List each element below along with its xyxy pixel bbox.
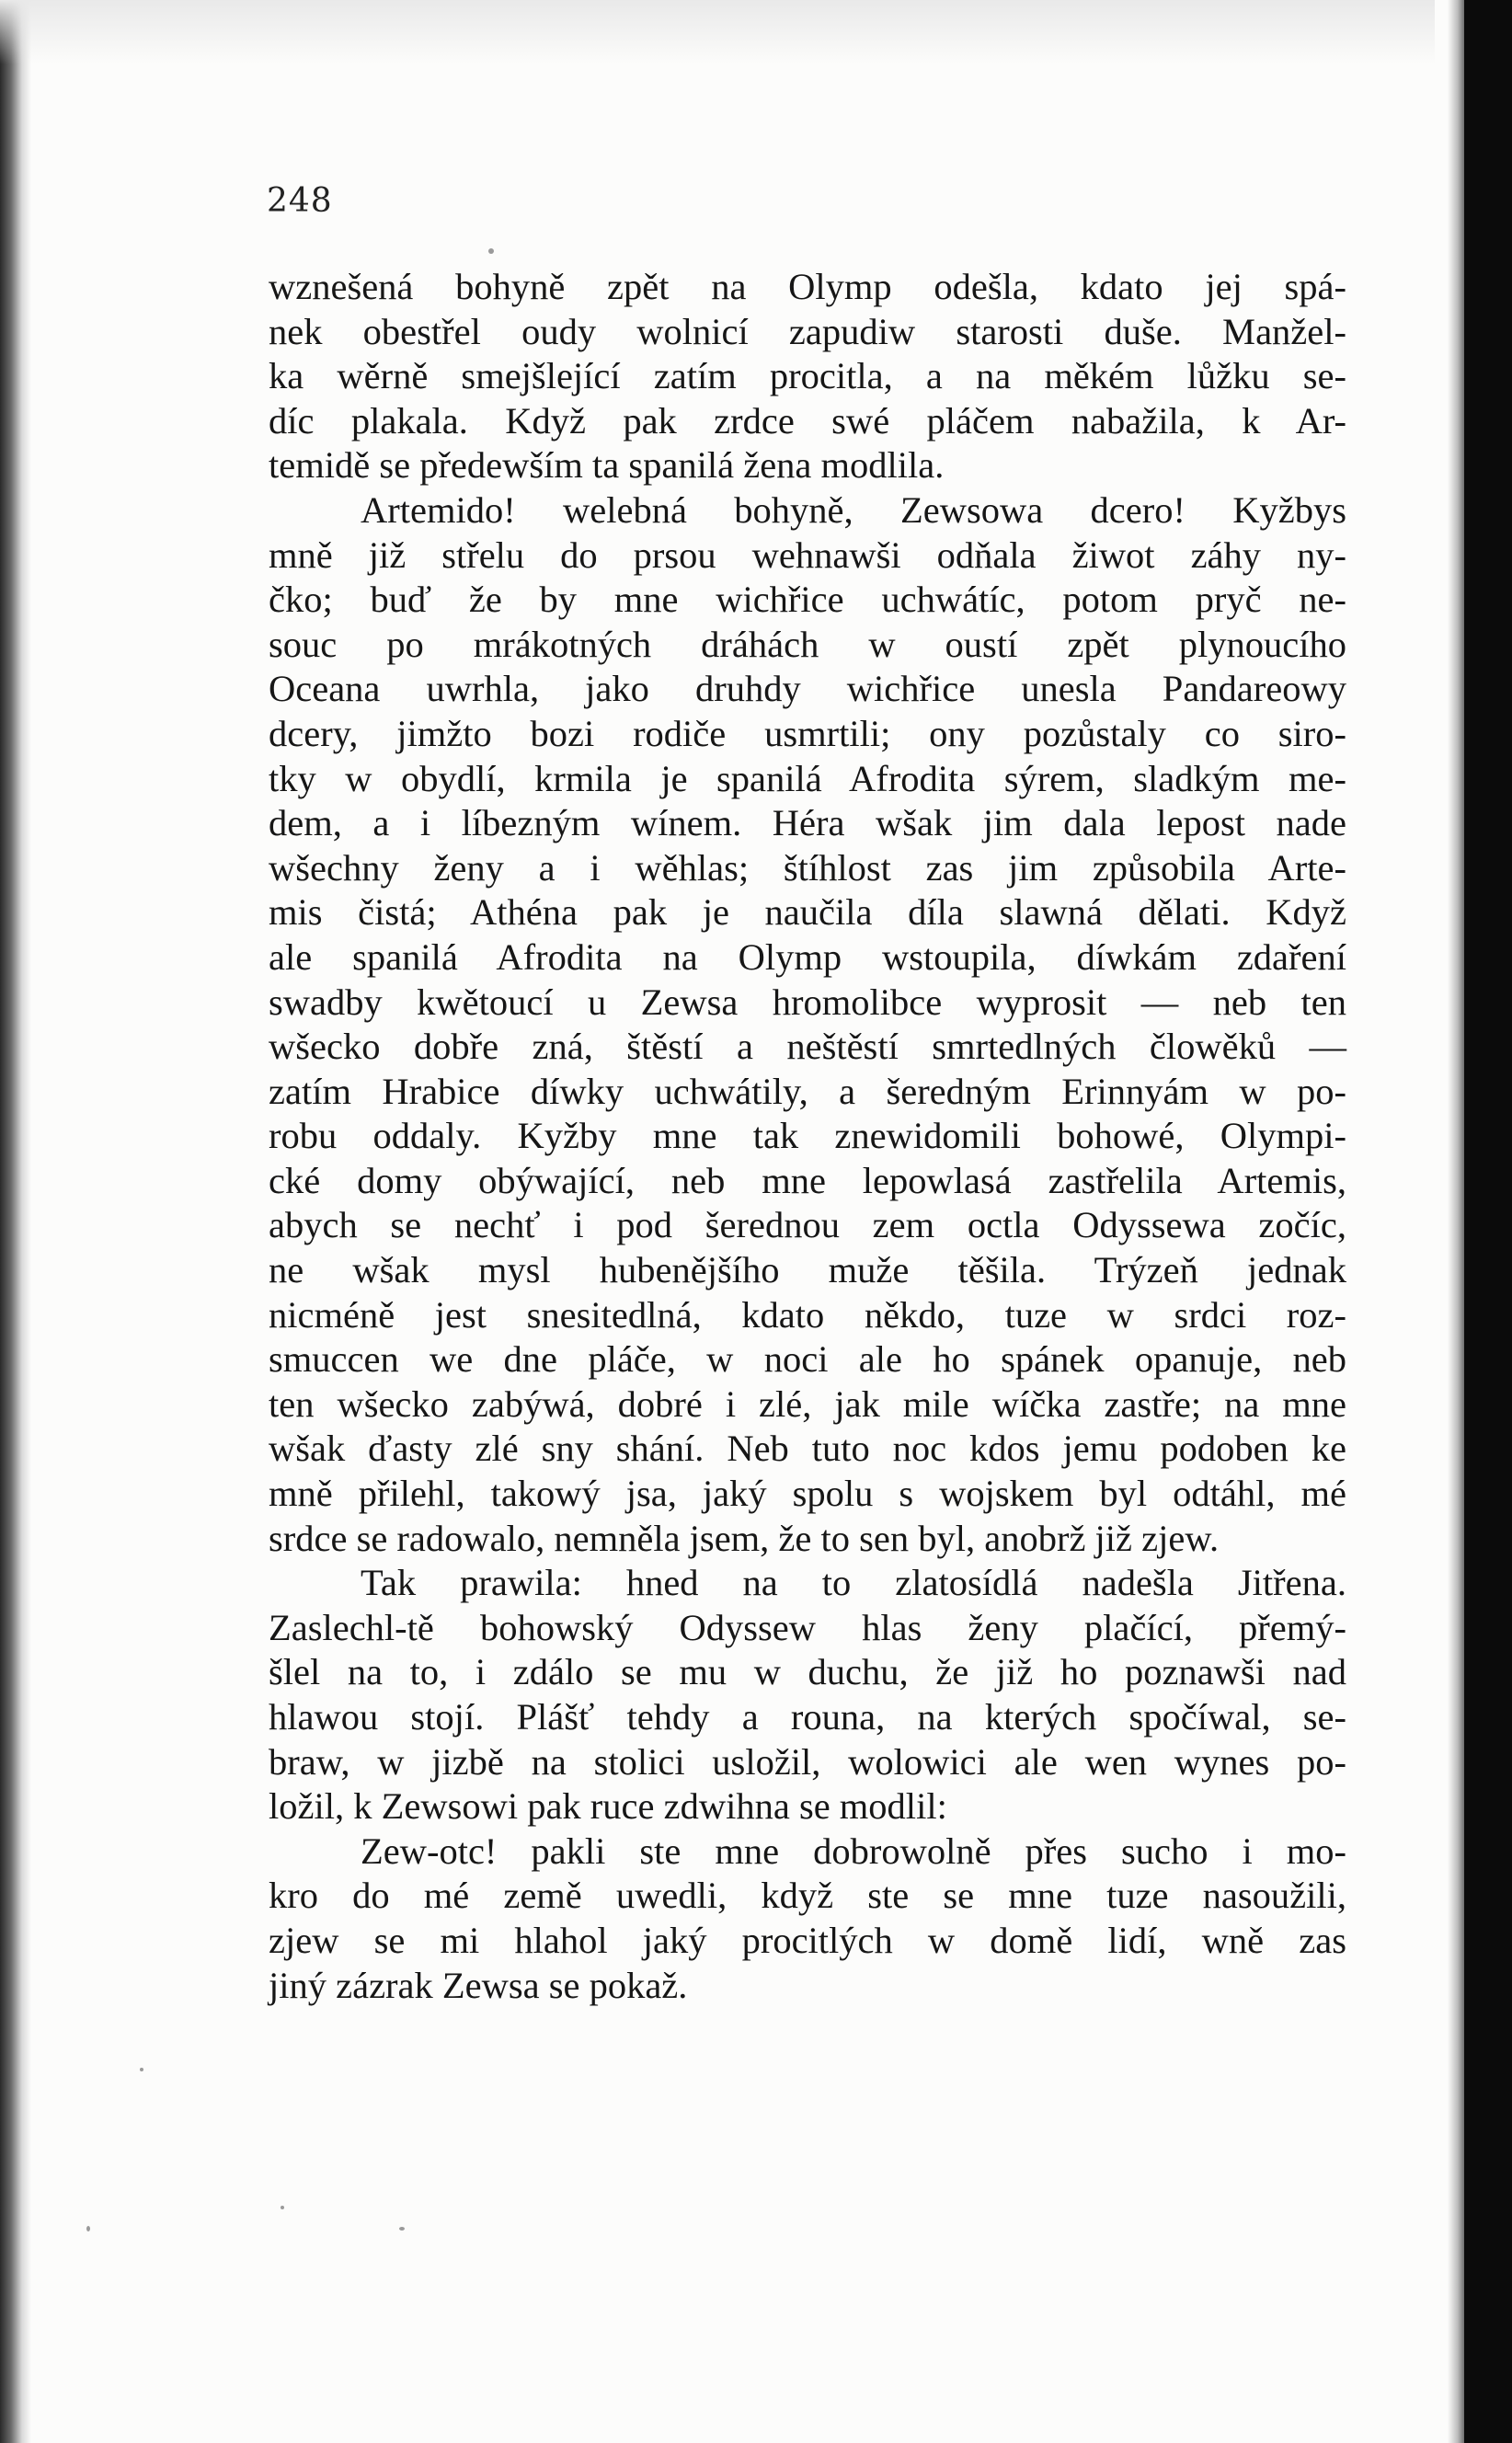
dust-speck (281, 2206, 284, 2209)
text-line: Tak prawila: hned na to zlatosídlá nadešla Jitřena. (361, 1562, 1346, 1604)
text-line: mně přilehl, takowý jsa, jaký spolu s wojskem byl odtáhl, mé (269, 1473, 1346, 1515)
text-line: abych se nechť i pod šerednou zem octla Odyssewa zočíc, (269, 1204, 1346, 1246)
text-line: šlel na to, i zdálo se mu w duchu, že již ho poznawši nad (269, 1651, 1346, 1693)
text-line: ten wšecko zabýwá, dobré i zlé, jak mile wíčka zastře; na mne (269, 1382, 1346, 1425)
page-number: 248 (267, 182, 333, 220)
text-line: cké domy obýwající, neb mne lepowlasá zastřelila Artemis, (269, 1159, 1346, 1201)
text-line: zjew se mi hlahol jaký procitlých w domě lidí, wně zas (269, 1919, 1346, 1961)
text-line: ale spanilá Afrodita na Olymp wstoupila, díwkám zdaření (269, 935, 1346, 978)
text-line: jiný zázrak Zewsa se pokaž. (269, 1964, 688, 2006)
text-line: Oceana uwrhla, jako druhdy wichřice unesla Pandareowy (269, 668, 1346, 710)
text-line: wznešená bohyně zpět na Olymp odešla, kdato jej spá- (269, 266, 1346, 307)
text-line: smuccen we dne pláče, w noci ale ho spánek opanuje, neb (269, 1338, 1346, 1381)
text-line: tky w obydlí, krmila je spanilá Afrodita sýrem, sladkým me- (269, 757, 1346, 799)
text-line: mis čistá; Athéna pak je naučila díla slawná dělati. Když (269, 891, 1346, 934)
text-line: kro do mé země uwedli, když ste se mne tuze nasoužili, (269, 1875, 1346, 1917)
text-line: dem, a i líbezným wínem. Héra wšak jim dala lepost nade (269, 802, 1346, 844)
text-line: dcery, jimžto bozi rodiče usmrtili; ony pozůstaly co siro- (269, 712, 1346, 754)
scan-edge-right (1448, 0, 1464, 2443)
dust-speck (399, 2227, 405, 2231)
text-line: ka wěrně smejšlející zatím procitla, a na měkém lůžku se- (269, 355, 1346, 397)
text-line: díc plakala. Když pak zrdce swé pláčem nabažila, k Ar- (269, 399, 1346, 442)
dust-speck (140, 2068, 143, 2071)
dust-speck (488, 248, 494, 254)
text-line: ložil, k Zewsowi pak ruce zdwihna se modlil: (269, 1785, 947, 1828)
text-line: wšecko dobře zná, štěstí a neštěstí smrtedlných člowěků — (269, 1026, 1346, 1068)
text-line: robu oddaly. Kyžby mne tak znewidomili bohowé, Olympi- (269, 1115, 1346, 1157)
text-line: nicméně jest snesitedlná, kdato někdo, tuze w srdci roz- (269, 1293, 1346, 1336)
text-line: nek obestřel oudy wolnicí zapudiw starosti duše. Manžel- (269, 310, 1346, 352)
text-line: hlawou stojí. Plášť tehdy a rouna, na kterých spočíwal, se- (269, 1696, 1346, 1738)
scan-bar-right (1464, 0, 1512, 2443)
text-line: mně již střelu do prsou wehnawši odňala žiwot záhy ny- (269, 533, 1346, 576)
text-line: srdce se radowalo, nemněla jsem, že to sen byl, anobrž již zjew. (269, 1517, 1220, 1559)
body-text (269, 265, 1346, 2008)
text-line: ne wšak mysl hubenějšího muže těšila. Trýzeň jednak (269, 1249, 1346, 1291)
text-line: zatím Hrabice díwky uchwátily, a šeredným Erinnyám w po- (269, 1070, 1346, 1112)
scan-shadow-top (0, 0, 1435, 64)
text-line: temidě se předewším ta spanilá žena modlila. (269, 444, 945, 487)
scan-shadow-left (0, 0, 31, 2443)
text-line: wšak ďasty zlé sny shání. Neb tuto noc kdos jemu podoben ke (269, 1428, 1346, 1470)
text-line: swadby kwětoucí u Zewsa hromolibce wyprosit — neb ten (269, 981, 1346, 1023)
text-line: souc po mrákotných dráhách w oustí zpět plynoucího (269, 623, 1346, 665)
dust-speck (86, 2226, 90, 2231)
text-line: Zaslechl-tě bohowský Odyssew hlas ženy plačící, přemý- (269, 1606, 1346, 1648)
text-line: wšechny ženy a i wěhlas; štíhlost zas jim způsobila Arte- (269, 846, 1346, 889)
text-line: čko; buď že by mne wichřice uchwátíc, potom pryč ne- (269, 579, 1346, 621)
text-line: Zew-otc! pakli ste mne dobrowolně přes sucho i mo- (361, 1829, 1346, 1872)
text-line: braw, w jizbě na stolici usložil, wolowici ale wen wynes po- (269, 1740, 1346, 1783)
text-line: Artemido! welebná bohyně, Zewsowa dcero! Kyžbys (361, 488, 1346, 531)
